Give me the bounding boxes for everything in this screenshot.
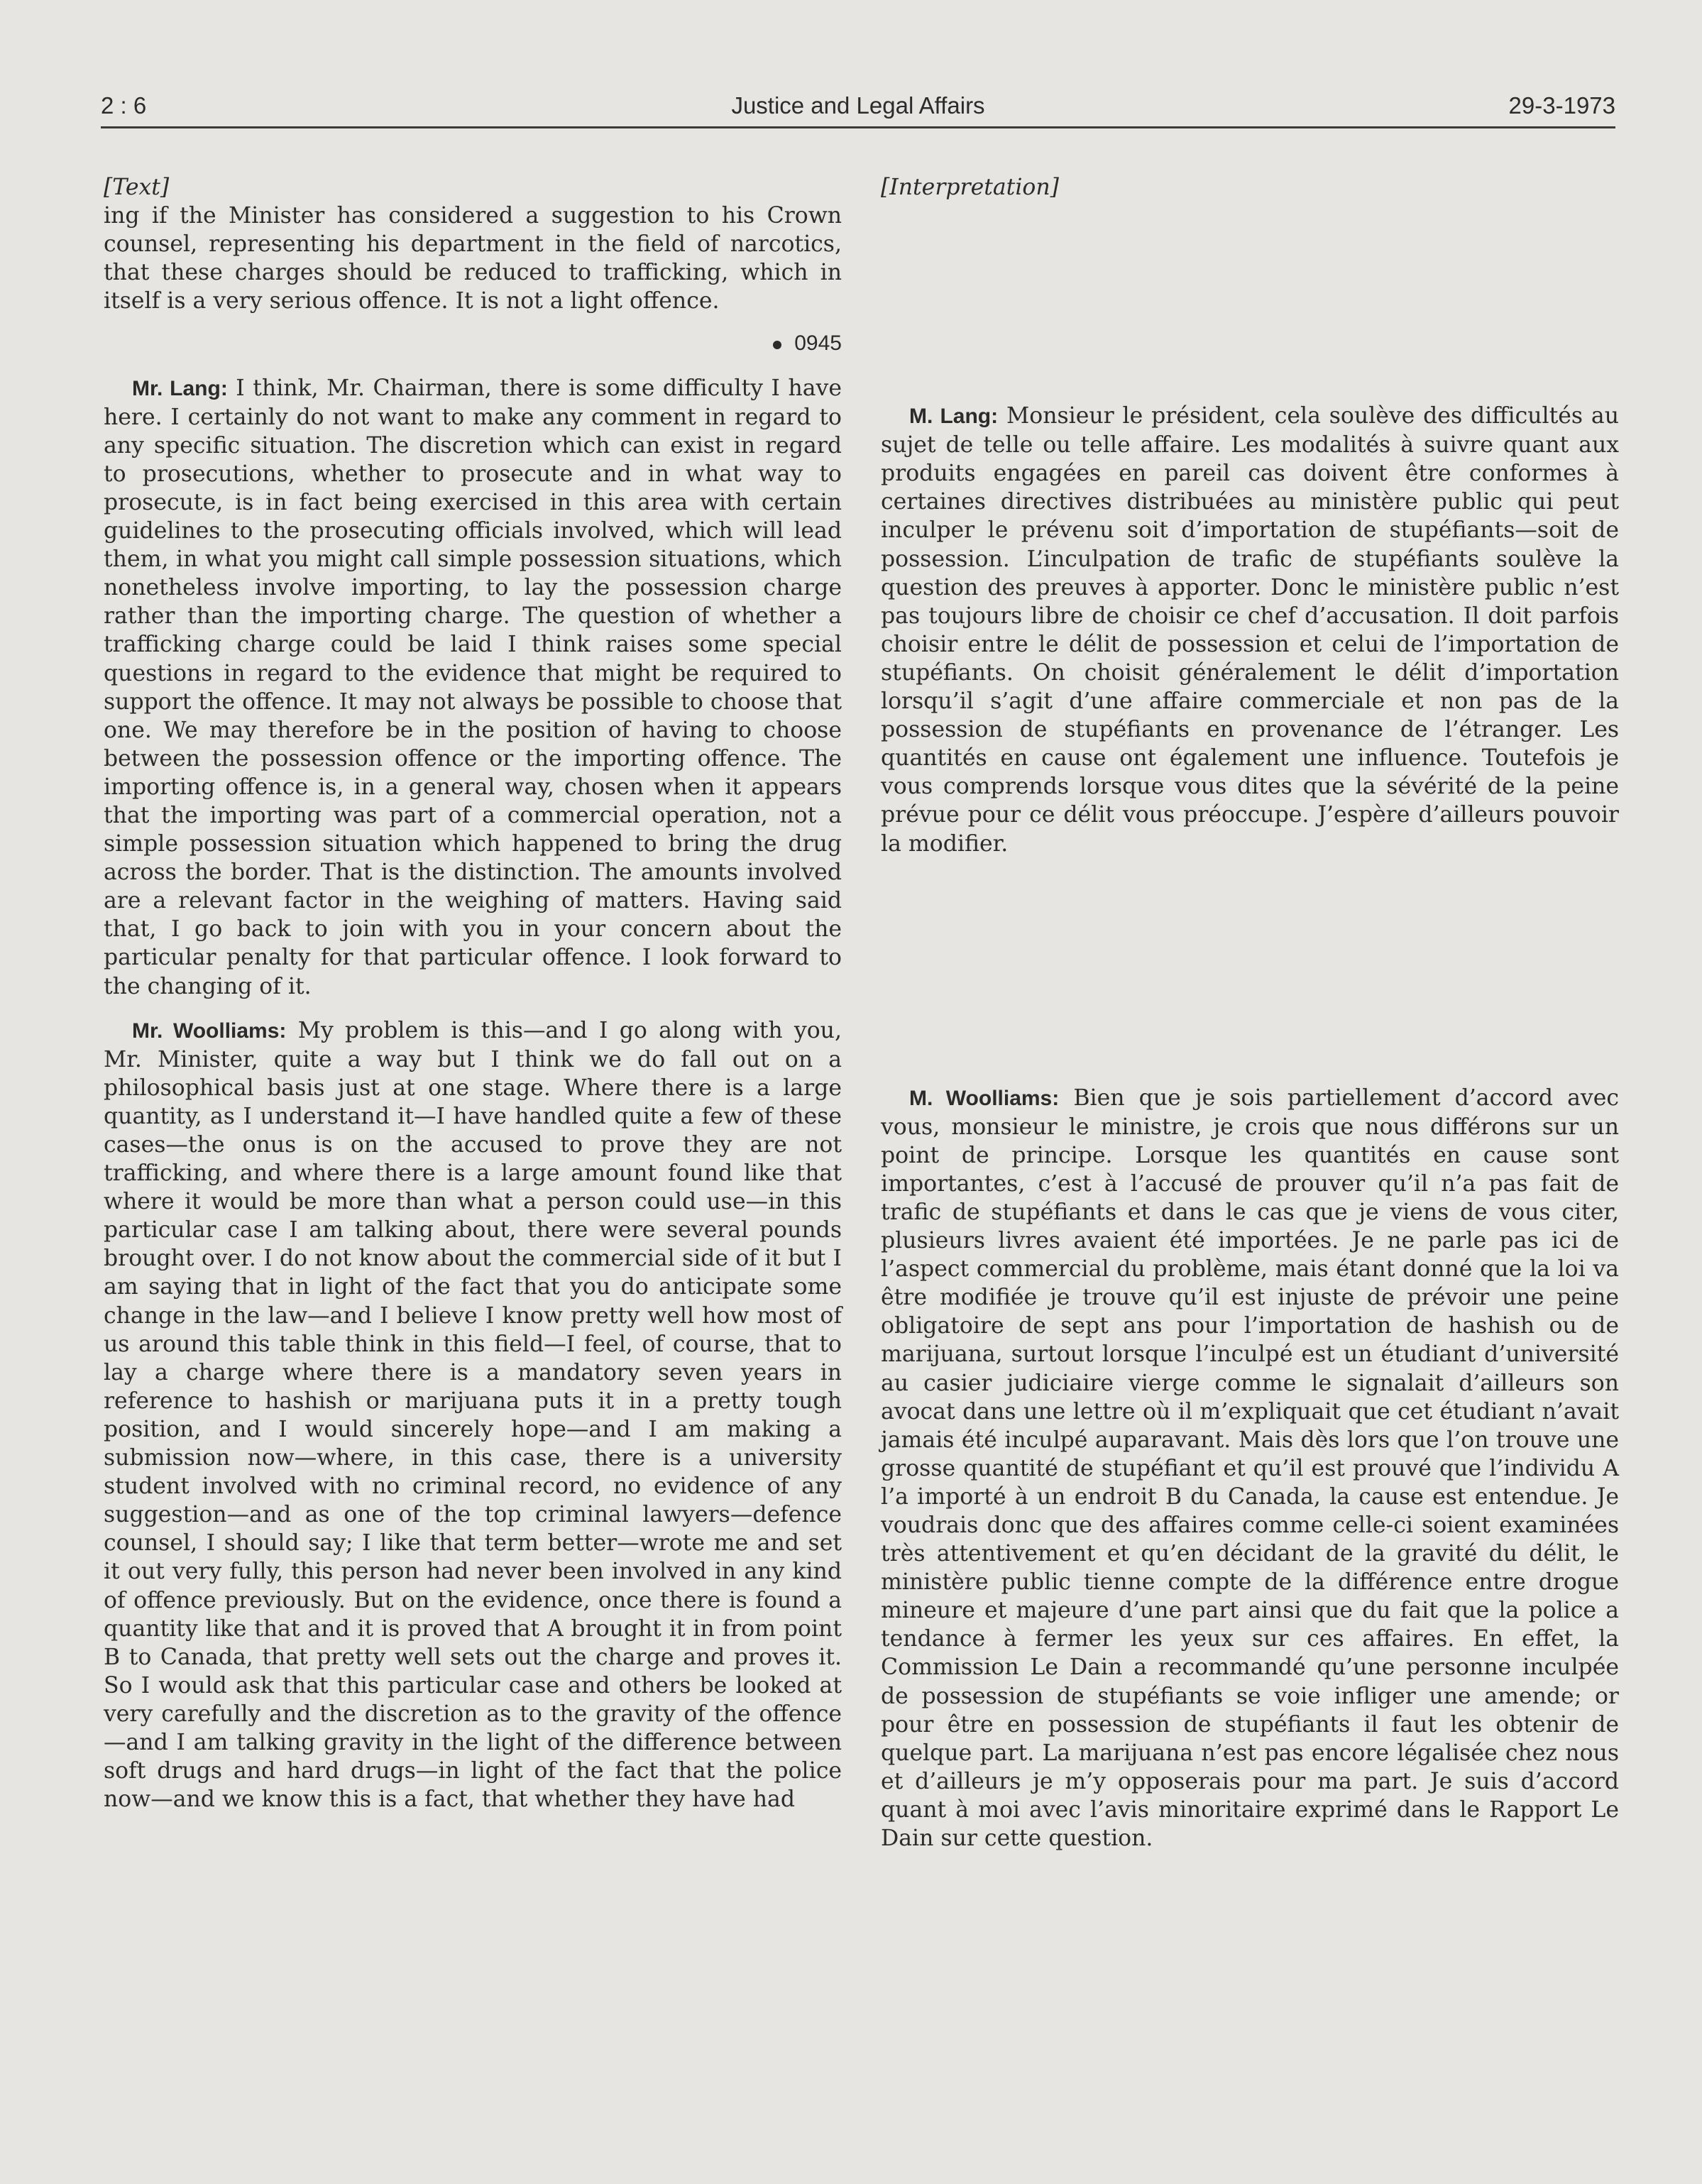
time-marker-text: 0945 bbox=[794, 331, 842, 356]
speech-text: Monsieur le président, cela soulève des difficultés au sujet de telle ou telle affaire. Les modalités à suivre quant aux produits engagées en pareil cas doivent être conformes à certaines directives distribuées au ministère public qui peut inculper le prévenu soit d’importation de stupéfiants—soit de possession. L’inculpation de trafic de stupéfiants soulève la question des preuves à apporter. Donc le ministère public n’est pas toujours libre de choisir ce chef d’accusation. Il doit parfois choisir entre le délit de possession et celui de l’importation de stupéfiants. On choisit généralement le délit d’importation lorsqu’il s’agit d’une affaire commerciale et non pas de la possession de stupéfiants en provenance de l’étranger. Les quantités en cause ont également une influence. Toutefois je vous comprends lorsque vous dites que la sévérité de la peine prévue pour ce délit vous préoccupe. J’espère d’ailleurs pouvoir la modifier. bbox=[881, 403, 1619, 857]
interpretation-label: [Interpretation] bbox=[881, 175, 1059, 200]
speaker-name: M. Lang: bbox=[909, 405, 999, 429]
speech-text: My problem is this—and I go along with you, Mr. Minister, quite a way but I think we do fall out on a philosophical basis just at one stage. Where there is a large quantity, as I understand it—I have handled quite a few of these cases—the onus is on the accused to prove they are not trafficking, and where there is a large amount found like that where it would be more than what a person could use—in this particular case I am talking about, there were several pounds brought over. I do not know about the commercial side of it but I am saying that in light of the fact that you do anticipate some change in the law—and I believe I know pretty well how most of us around this table think in this field—I feel, of course, that to lay a charge where there is a mandatory seven years in reference to hashish or marijuana puts it in a pretty tough position, and I would sincerely hope—and I am making a submission now—where, in this case, there is a university student involved with no criminal record, no evidence of any suggestion—and as one of the top criminal lawyers—defence counsel, I should say; I like that term better—wrote me and set it out very fully, this person had never been involved in any kind of offence previously. But on the evidence, once there is found a quantity like that and it is proved that A brought it in from point B to Canada, that pretty well sets out the charge and proves it. So I would ask that this particular case and others be looked at very carefully and the discretion as to the gravity of the offence—and I am talking gravity in the light of the difference between soft drugs and hard drugs—in light of the fact that the police now—and we know this is a fact, that whether they have had bbox=[104, 1017, 842, 1813]
page-number: 2 : 6 bbox=[101, 92, 147, 119]
speech-text: I think, Mr. Chairman, there is some difficulty I have here. I certainly do not want to make any comment in regard to any specific situation. The discretion which can exist in regard to prosecutions, whether to prosecute and in what way to prosecute, is in fact being exercised in this area with certain guidelines to the prosecuting officials involved, which will lead them, in what you might call simple possession situations, which nonetheless involve importing, to lay the possession charge rather than the importing charge. The question of whether a trafficking charge could be laid I think raises some special questions in regard to the evidence that might be required to support the offence. It may not always be possible to choose that one. We may therefore be in the position of having to choose between the possession offence or the importing offence. The importing offence is, in a general way, chosen when it appears that the importing was part of a commercial operation, not a simple possession situation which happened to bring the drug across the border. That is the distinction. The amounts involved are a relevant factor in the weighing of matters. Having said that, I go back to join with you in your concern about the particular penalty for that particular offence. I look forward to the changing of it. bbox=[104, 375, 842, 999]
english-column bbox=[104, 173, 842, 1813]
speaker-name: Mr. Lang: bbox=[132, 376, 228, 400]
speaker-name: M. Woolliams: bbox=[909, 1086, 1060, 1110]
speaker-name: Mr. Woolliams: bbox=[132, 1019, 287, 1043]
french-column bbox=[881, 173, 1619, 1853]
speech-lang-fr bbox=[881, 402, 1619, 858]
bullet-icon bbox=[773, 341, 781, 349]
continued-paragraph: ing if the Minister has considered a suggestion to his Crown counsel, representing his department in the field of narcotics, that these charges should be reduced to trafficking, which in itself is a very serious offence. It is not a light offence. bbox=[104, 203, 842, 314]
running-title: Justice and Legal Affairs bbox=[731, 92, 985, 119]
page-header bbox=[101, 89, 1615, 128]
speech-lang-en bbox=[104, 374, 842, 1001]
speech-woolliams-en bbox=[104, 1016, 842, 1814]
speech-text: Bien que je sois partiellement d’accord avec vous, monsieur le ministre, je crois que nous différons sur un point de principe. Lorsque les quantités en cause sont importantes, c’est à l’accusé de prouver qu’il n’a pas fait de trafic de stupéfiants et dans le cas que je viens de vous citer, plusieurs livres avaient été importées. Je ne parle pas ici de l’aspect commercial du problème, mais étant donné que la loi va être modifiée je trouve qu’il est injuste de prévoir une peine obligatoire de sept ans pour l’importation de hashish ou de marijuana, surtout lorsque l’inculpé est un étudiant d’université au casier judiciaire vierge comme le signalait d’ailleurs son avocat dans une lettre où il m’expliquait que cet étudiant n’avait jamais été inculpé auparavant. Mais dès lors que l’on trouve une grosse quantité de stupéfiant et qu’il est prouvé que l’individu A l’a importé à un endroit B du Canada, la cause est entendue. Je voudrais donc que des affaires comme celle-ci soient examinées très attentivement et qu’en décidant de la gravité du délit, le ministère public tienne compte de la différence entre drogue mineure et majeure d’une part ainsi que du fait que la police a tendance à fermer les yeux sur ces affaires. En effet, la Commission Le Dain a recommandé qu’une personne inculpée de possession de stupéfiants se voie infliger une amende; or pour être en possession de stupéfiants il faut les obtenir de quelque part. La marijuana n’est pas encore légalisée chez nous et d’ailleurs je m’y opposerais pour ma part. Je suis d’accord quant à moi avec l’avis minoritaire exprimé dans le Rapport Le Dain sur cette question. bbox=[881, 1085, 1619, 1852]
text-label: [Text] bbox=[104, 175, 170, 200]
header-date: 29-3-1973 bbox=[1508, 92, 1615, 119]
time-marker bbox=[104, 329, 842, 358]
speech-woolliams-fr bbox=[881, 1084, 1619, 1853]
